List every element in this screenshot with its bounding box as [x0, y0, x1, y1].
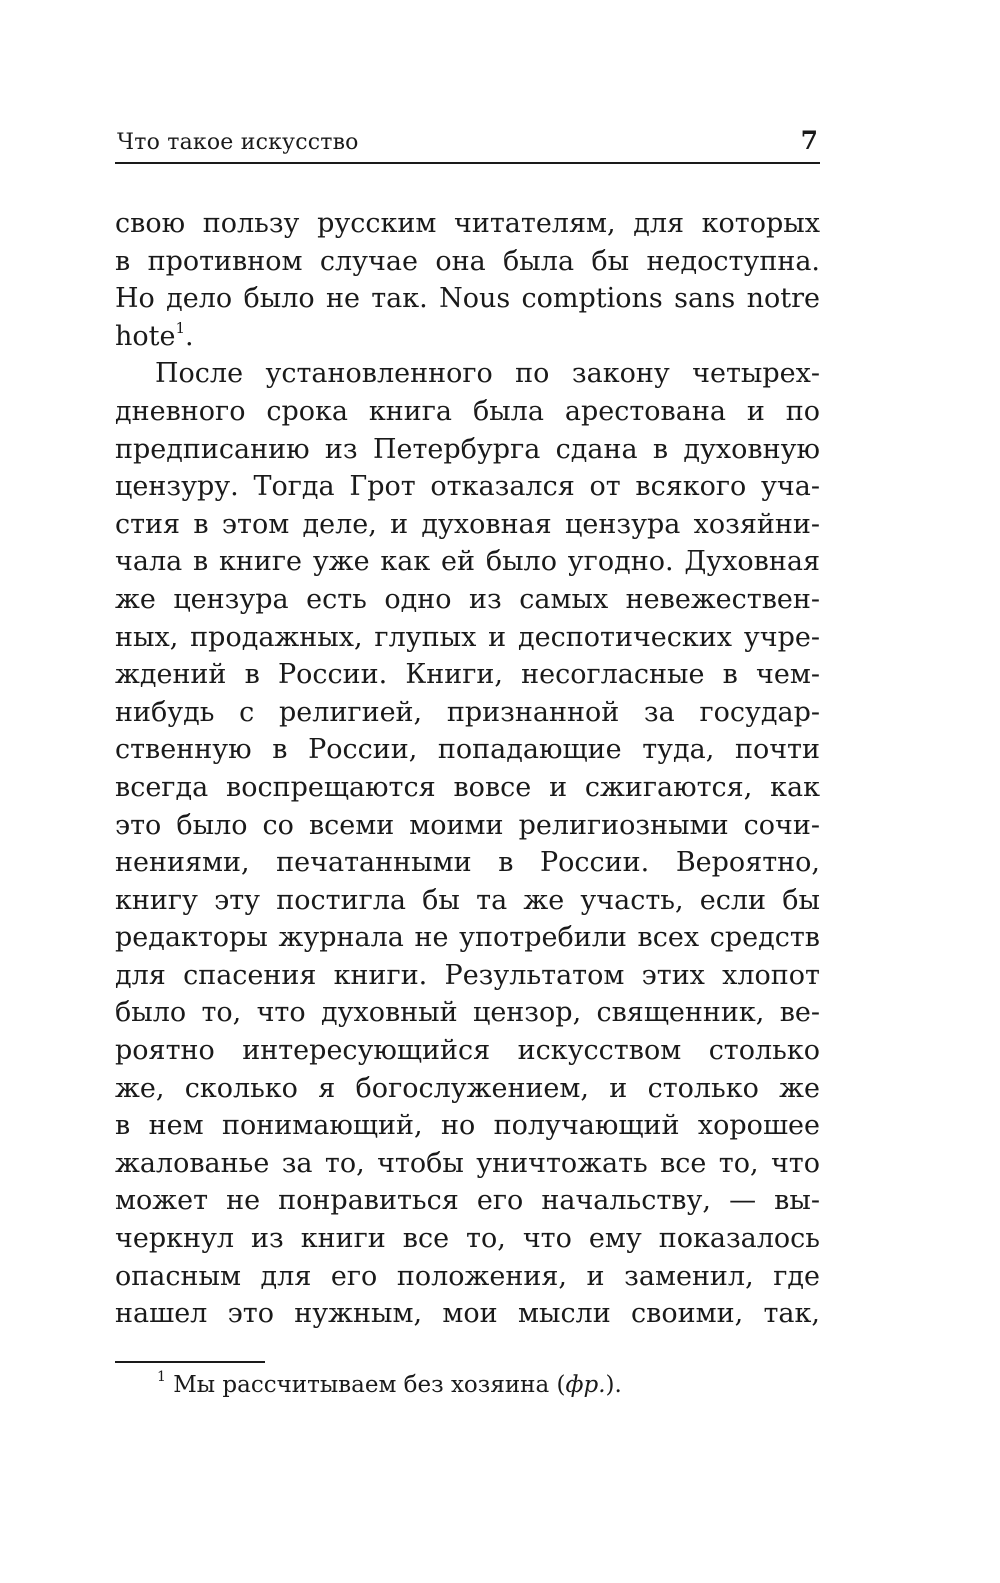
- text-line: После установленного по закону четырех-: [155, 358, 820, 390]
- text-line: черкнул из книги все то, что ему показалось: [115, 1223, 820, 1255]
- text-fragment: .: [185, 320, 194, 352]
- body-text: [115, 205, 820, 1333]
- text-line: для спасения книги. Результатом этих хлопот: [115, 959, 820, 991]
- footnote-language-abbr: фр.: [565, 1372, 606, 1398]
- text-line: ных, продажных, глупых и деспотических учре-: [115, 621, 820, 653]
- text-line: нибудь с религией, признанной за государ-: [115, 696, 820, 728]
- running-head: [115, 122, 820, 164]
- text-line: может не понравиться его начальству, — вы-: [115, 1185, 820, 1217]
- text-line: это было со всеми моими религиозными сочи-: [115, 809, 820, 841]
- text-fragment: hote: [115, 320, 176, 352]
- footnote-text: Мы рассчитываем без хозяина (: [173, 1372, 566, 1398]
- footnote-end: ).: [605, 1372, 622, 1398]
- text-line: [115, 318, 820, 356]
- footnote: [157, 1369, 622, 1398]
- footnote-marker: 1: [157, 1369, 166, 1386]
- text-line: редакторы журнала не употребили всех средств: [115, 922, 820, 954]
- page-number: 7: [800, 126, 818, 155]
- text-line: нашел это нужным, мои мысли своими, так,: [115, 1298, 820, 1330]
- text-line: ственную в России, попадающие туда, почти: [115, 734, 820, 766]
- text-line: книгу эту постигла бы та же участь, если бы: [115, 884, 820, 916]
- text-line: Но дело было не так. Nous comptions sans notre: [115, 283, 820, 315]
- text-line: опасным для его положения, и заменил, где: [115, 1260, 820, 1292]
- footnote-divider: [115, 1361, 265, 1363]
- text-line: чала в книге уже как ей было угодно. Духовная: [115, 546, 820, 578]
- text-line: же, сколько я богослужением, и столько же: [115, 1072, 820, 1104]
- text-line: свою пользу русским читателям, для которых: [115, 208, 820, 239]
- running-title: Что такое искусство: [117, 130, 359, 155]
- text-line: роятно интересующийся искусством столько: [115, 1035, 820, 1067]
- text-line: в противном случае она была бы недоступна.: [115, 245, 820, 277]
- text-line: было то, что духовный цензор, священник, ве-: [115, 997, 820, 1029]
- text-line: же цензура есть одно из самых невежествен-: [115, 583, 820, 615]
- text-line: нениями, печатанными в России. Вероятно,: [115, 847, 820, 879]
- text-line: предписанию из Петербурга сдана в духовную: [115, 433, 820, 465]
- text-line: в нем понимающий, но получающий хорошее: [115, 1110, 820, 1142]
- text-line: цензуру. Тогда Грот отказался от всякого уча-: [115, 471, 820, 503]
- text-line: стия в этом деле, и духовная цензура хозяйни-: [115, 508, 820, 540]
- text-line: всегда воспрещаются вовсе и сжигаются, как: [115, 771, 820, 803]
- text-line: дневного срока книга была арестована и по: [115, 395, 820, 427]
- text-line: ждений в России. Книги, несогласные в чем-: [115, 659, 820, 691]
- footnote-reference[interactable]: 1: [175, 318, 186, 337]
- text-line: жалованье за то, чтобы уничтожать все то, что: [115, 1147, 820, 1179]
